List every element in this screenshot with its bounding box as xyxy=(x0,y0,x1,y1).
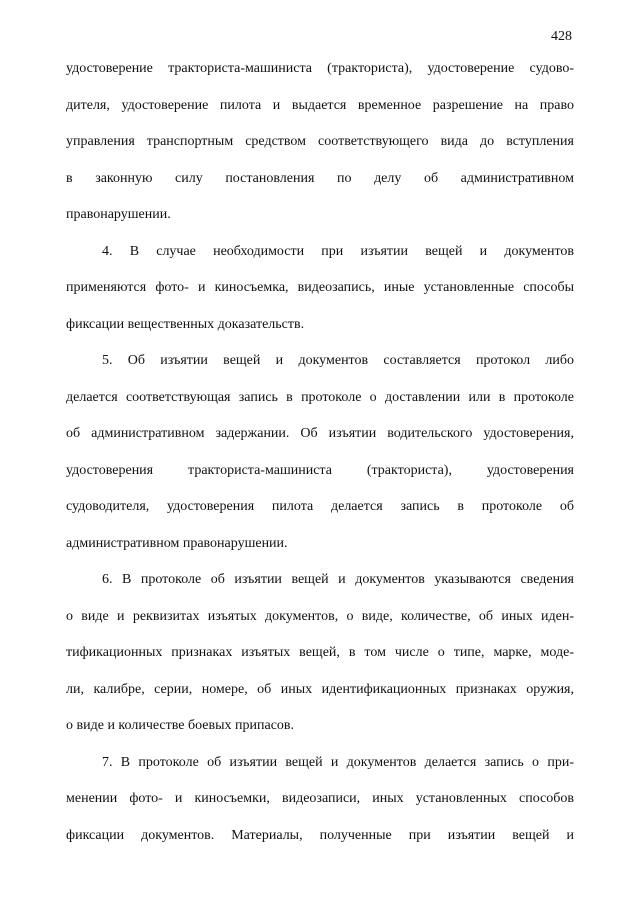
text-line: менении фото- и киносъемки, видеозаписи, иных установленных способов xyxy=(66,791,574,806)
text-line: фиксации вещественных доказательств. xyxy=(66,316,305,332)
text-line: 7. В протоколе об изъятии вещей и документов делается запись о при- xyxy=(102,754,574,770)
paragraph-6 xyxy=(66,566,574,749)
page-number: 428 xyxy=(551,29,572,44)
text-line: фиксации документов. Материалы, полученные при изъятии вещей и xyxy=(66,827,574,843)
text-line: дителя, удостоверение пилота и выдается временное разрешение на право xyxy=(66,97,574,113)
paragraph-4 xyxy=(66,238,574,348)
document-body xyxy=(66,55,574,858)
text-line: правонарушении. xyxy=(66,207,171,222)
text-line: о виде и реквизитах изъятых документов, о виде, количестве, об иных иден- xyxy=(66,608,574,624)
text-line: удостоверение тракториста-машиниста (тракториста), удостоверение судово- xyxy=(66,61,574,76)
text-line: о виде и количестве боевых припасов. xyxy=(66,718,295,733)
paragraph-7 xyxy=(66,749,574,859)
text-line: тификационных признаках изъятых вещей, в том числе о типе, марке, моде- xyxy=(66,645,574,660)
text-line: удостоверения тракториста-машиниста (тракториста), удостоверения xyxy=(66,462,574,478)
text-line: 4. В случае необходимости при изъятии вещей и документов xyxy=(102,243,574,259)
text-line: административном правонарушении. xyxy=(66,535,288,551)
text-line: делается соответствующая запись в протоколе о доставлении или в протоколе xyxy=(66,389,574,405)
paragraph-5 xyxy=(66,347,574,566)
text-line: применяются фото- и киносъемка, видеозапись, иные установленные способы xyxy=(66,280,574,295)
text-line: управления транспортным средством соответствующего вида до вступления xyxy=(66,134,574,149)
text-line: 5. Об изъятии вещей и документов составляется протокол либо xyxy=(102,353,574,368)
text-line: судоводителя, удостоверения пилота делается запись в протоколе об xyxy=(66,499,574,514)
text-line: ли, калибре, серии, номере, об иных идентификационных признаках оружия, xyxy=(66,681,574,697)
text-line: 6. В протоколе об изъятии вещей и документов указываются сведения xyxy=(102,572,574,587)
paragraph-continuation xyxy=(66,55,574,238)
text-line: в законную силу постановления по делу об административном xyxy=(66,170,574,186)
text-line: об административном задержании. Об изъятии водительского удостоверения, xyxy=(66,426,574,441)
